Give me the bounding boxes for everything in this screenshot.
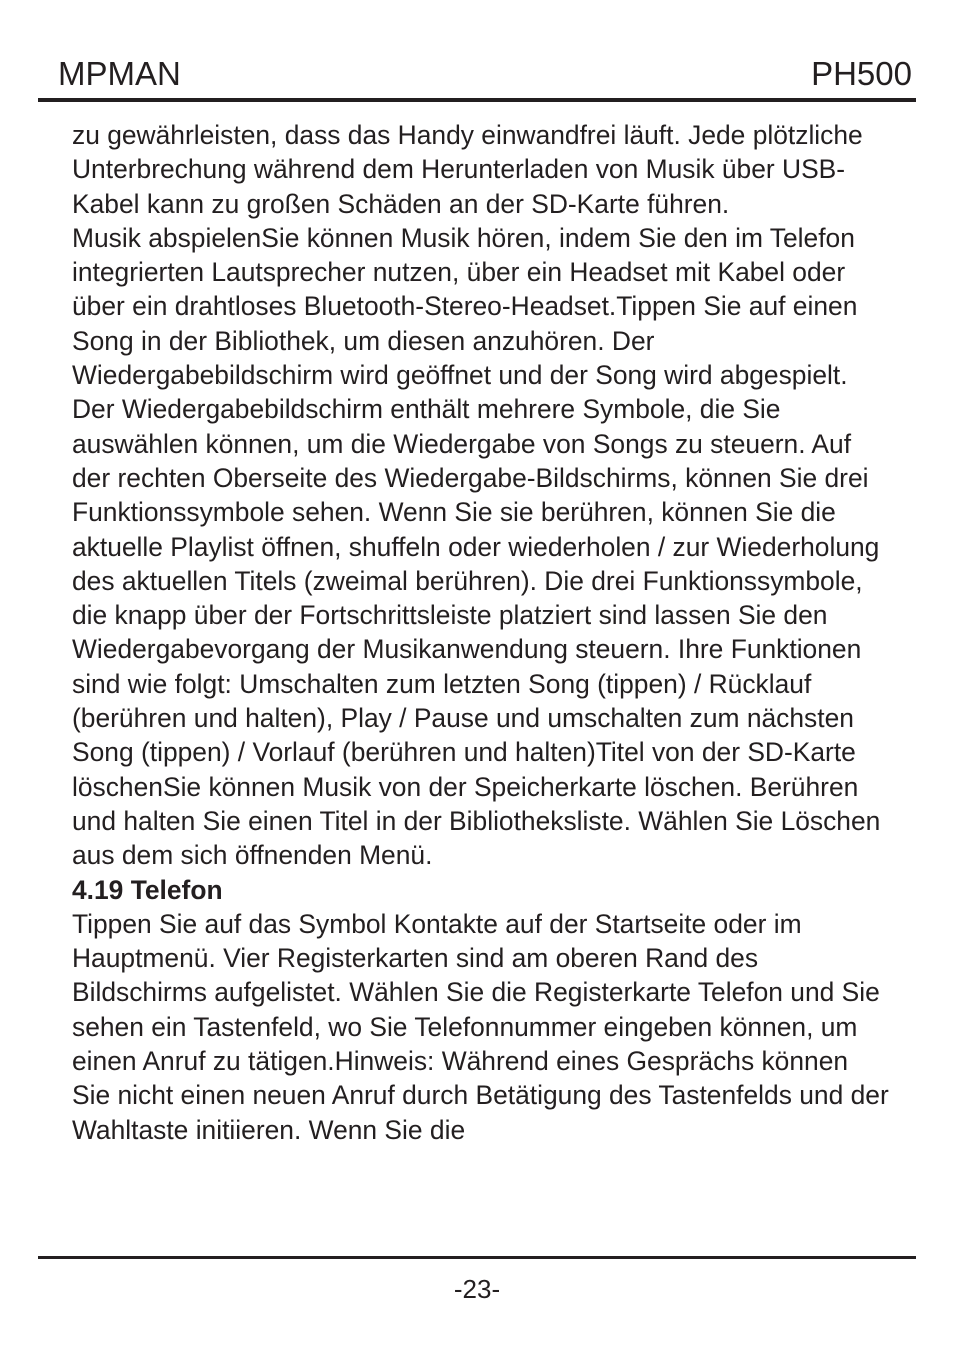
section-heading-telefon: 4.19 Telefon xyxy=(72,874,223,905)
header-divider xyxy=(38,98,916,102)
page-header xyxy=(38,54,916,102)
paragraph-usb-warning: zu gewährleisten, dass das Handy einwandfrei läuft. Jede plötzliche Unterbrechung während dem Herunterladen von Musik über USB-Kabel kann zu großen Schäden an der SD-Karte führen. xyxy=(72,120,863,219)
footer-divider xyxy=(38,1256,916,1259)
paragraph-telefon: Tippen Sie auf das Symbol Kontakte auf der Startseite oder im Hauptmenü. Vier Registerkarten sind am oberen Rand des Bildschirms aufgelistet. Wählen Sie die Registerkarte Telefon und Sie sehen ein Tastenfeld, wo Sie Telefonnummer eingeben können, um einen Anruf zu tätigen.Hinweis: Während eines Gesprächs können Sie nicht einen neuen Anruf durch Betätigung des Tastenfelds und der Wahltaste initiieren. Wenn Sie die xyxy=(72,908,889,1145)
brand-name: MPMAN xyxy=(58,55,181,92)
page-content xyxy=(72,118,892,1147)
model-name: PH500 xyxy=(811,55,912,92)
page-number: -23- xyxy=(453,1274,501,1304)
paragraph-music-playback: Musik abspielenSie können Musik hören, indem Sie den im Telefon integrierten Lautsprecher nutzen, über ein Headset mit Kabel oder über ein drahtloses Bluetooth-Stereo-Headset.Tippen Sie auf einen Song in der Bibliothek, um diesen anzuhören. Der Wiedergabebildschirm wird geöffnet und der Song wird abgespielt. Der Wiedergabebildschirm enthält mehrere Symbole, die Sie auswählen können, um die Wiedergabe von Songs zu steuern. Auf der rechten Oberseite des Wiedergabe-Bildschirms, können Sie drei Funktionssymbole sehen. Wenn Sie sie berühren, können Sie die aktuelle Playlist öffnen, shuffeln oder wiederholen / zur Wiederholung des aktuellen Titels (zweimal berühren). Die drei Funktionssymbole, die knapp über der Fortschrittsleiste platziert sind lassen Sie den Wiedergabevorgang der Musikanwendung steuern. Ihre Funktionen sind wie folgt: Umschalten zum letzten Song (tippen) / Rücklauf (berühren und halten), Play / Pause und umschalten zum nächsten Song (tippen) / Vorlauf (berühren und halten)Titel von der SD-Karte löschenSie können Musik von der Speicherkarte löschen. Berühren und halten Sie einen Titel in der Bibliotheksliste. Wählen Sie Löschen aus dem sich öffnenden Menü. xyxy=(72,222,881,871)
